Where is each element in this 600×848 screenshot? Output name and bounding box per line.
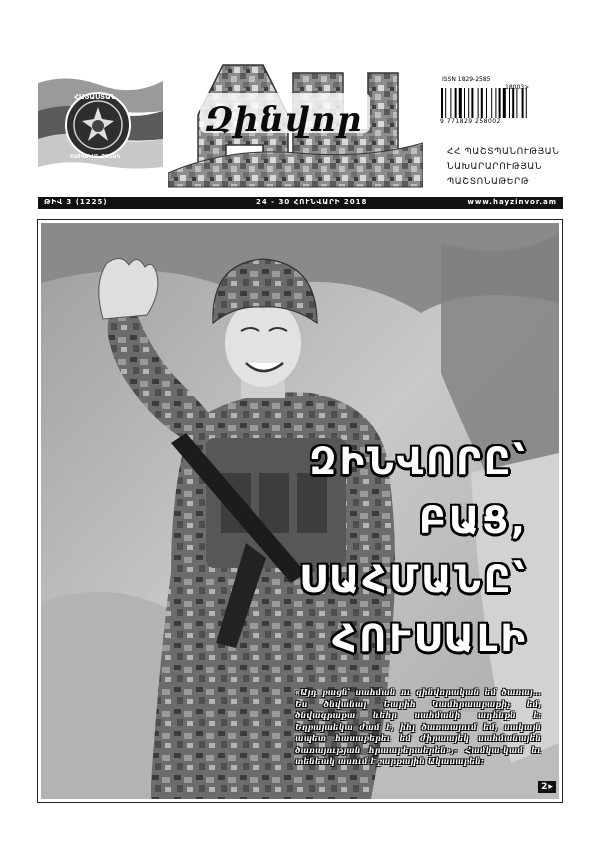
ean-number: 9 771829 258002	[440, 118, 501, 125]
headline-line: ԲԱՑ,	[419, 499, 528, 542]
publisher-line: ՊԱՇՏՈՆԱԹԵՐԹ	[447, 177, 530, 187]
issue-info-bar	[38, 197, 563, 209]
publisher-line: ՀՀ ՊԱՇՏՊԱՆՈՒԹՅԱՆ	[447, 147, 560, 157]
cover-quote: «Այդ բացն՝ սահման ու զինվորական եմ ծառայ... Ես ծնվանալ Նաբիհ Կամհրաաբաքիչ եմ, ծնվագրաքա ևեհր սահմանի ադհնքն է: Եղբայաեկա ժամ է, իհլ ծառաայում եմ, սակայն ապետ հասաբերեւ եմ ժիրաայեկ սահմանայեն ծառայության հրաաբերաերեն»,- Համկա-կամ եւ տենեակ ասում է շարքային Ակասաբեն:	[295, 687, 541, 766]
cover-headline	[299, 432, 528, 668]
emblem-title: ՀԱՅԱՍՏԱՆ	[74, 93, 116, 101]
logo-wordmark: Զինվոր	[205, 100, 363, 140]
website-link[interactable]: www.hayzinvor.am	[467, 198, 557, 206]
headline-line: ԶԻՆՎՈՐԸ՝	[309, 440, 528, 483]
issn-number: ISSN 1829-2585	[442, 76, 491, 83]
publisher-line: ՆԱԽԱՐԱՐՈՒԹՅԱՆ	[447, 162, 542, 172]
publisher-note	[447, 145, 559, 190]
headline-line: ՀՈՒՍԱԼԻ	[332, 617, 528, 660]
arrow-right-icon: ▸	[548, 782, 553, 792]
issue-date: 24 - 30 ՀՈՒՆՎԱՐԻ 2018	[256, 198, 368, 206]
headline-line: ՍԱՀՄԱՆԸ՝	[299, 558, 528, 601]
emblem-subtitle: ՀԱՅԿԱԿԱՆ ԲԱՆԱԿ	[69, 154, 121, 160]
issue-number: ԹԻՎ 3 (1225)	[44, 198, 108, 206]
issue-code: 18003>	[505, 84, 530, 91]
page-number: 2	[541, 782, 548, 792]
page-reference[interactable]	[538, 781, 556, 793]
